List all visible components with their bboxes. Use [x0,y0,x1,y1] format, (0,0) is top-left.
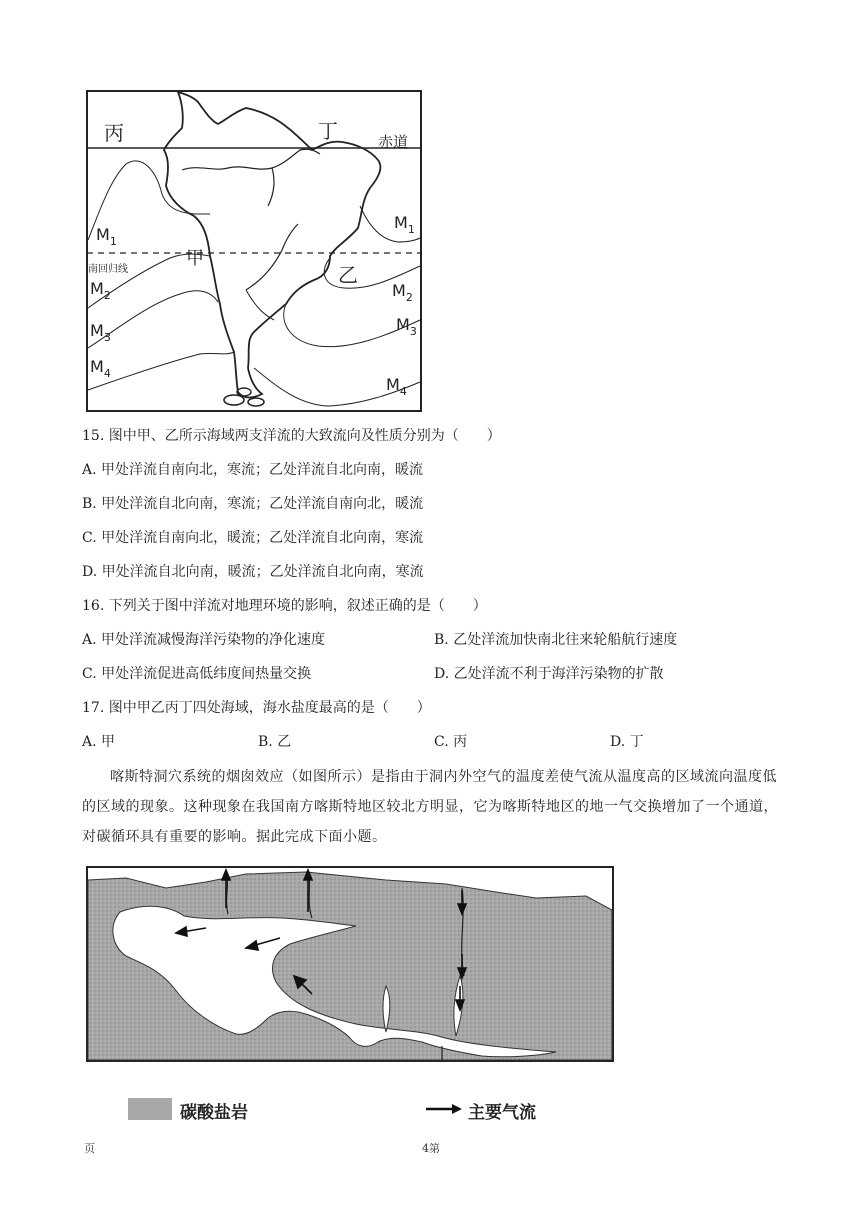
question-15-option-c[interactable]: C. 甲处洋流自南向北，暖流；乙处洋流自北向南，寒流 [82,530,424,546]
south-america-current-map [86,90,422,412]
question-17-option-b[interactable]: B. 乙 [258,734,292,750]
svg-text:M4: $M_4$ [386,375,407,398]
question-15-option-b[interactable]: B. 甲处洋流自北向南，寒流；乙处洋流自南向北，暖流 [82,496,424,512]
label-jia: 甲 [186,248,204,269]
question-16-stem: 16. 下列关于图中洋流对地理环境的影响，叙述正确的是（ ） [82,598,487,614]
isoline-label-left-m3: M [90,321,104,340]
question-17-stem: 17. 图中甲乙丙丁四处海域，海水盐度最高的是（ ） [82,700,431,716]
question-17-option-a[interactable]: A. 甲 [82,734,116,750]
label-bing: 丙 [104,121,124,145]
question-15-stem: 15. 图中甲、乙所示海域两支洋流的大致流向及性质分别为（ ） [82,428,501,444]
label-ding: 丁 [318,119,338,143]
question-16-option-d[interactable]: D. 乙处洋流不利于海洋污染物的扩散 [434,666,664,682]
question-17-option-c[interactable]: C. 丙 [434,734,468,750]
footer-page-number: 4第 [422,1142,440,1155]
isoline-label-left-m1: M [96,225,110,244]
question-16-option-c[interactable]: C. 甲处洋流促进高低纬度间热量交换 [82,666,312,682]
isoline-label-right-m4: M [386,375,400,394]
question-15-option-d[interactable]: D. 甲处洋流自北向南，暖流；乙处洋流自北向南，寒流 [82,564,424,580]
label-yi: 乙 [338,263,358,287]
svg-text:M4: $M_4$ [90,357,111,380]
isoline-label-right-m1: M [394,213,408,232]
legend-rock-swatch [128,1098,172,1120]
svg-text:M1: $M_1$ [394,213,415,236]
passage-text: 喀斯特洞穴系统的烟囱效应（如图所示）是指由于洞内外空气的温度差使气流从温度高的区域流向温度低的区域的现象。这种现象在我国南方喀斯特地区较北方明显，它为喀斯特地区的地一气交换增加了一个通道，对碳循环具有重要的影响。据此完成下面小题。 [82,769,778,845]
legend-rock-label: 碳酸盐岩 [180,1103,248,1123]
svg-text:M3: $M_3$ [90,321,111,344]
question-17-option-d[interactable]: D. 丁 [610,734,644,750]
question-16-option-a[interactable]: A. 甲处洋流减慢海洋污染物的净化速度 [82,632,326,648]
map-frame [87,91,421,411]
isoline-label-right-m2: M [392,281,406,300]
isoline-label-right-m3: M [396,315,410,334]
svg-text:M2: $M_2$ [392,281,413,304]
label-tropic: 南回归线 [88,264,128,275]
svg-text:M2: $M_2$ [90,279,111,302]
footer-left: 页 [84,1142,95,1155]
isoline-label-left-m2: M [90,279,104,298]
svg-text:M1: $M_1$ [96,225,117,248]
label-equator: 赤道 [378,133,409,151]
isoline-label-left-m4: M [90,357,104,376]
karst-cave-diagram [86,866,614,1092]
question-16-option-b[interactable]: B. 乙处洋流加快南北往来轮船航行速度 [434,632,678,648]
svg-text:M3: $M_3$ [396,315,417,338]
legend-flow-arrow-icon [424,1102,464,1116]
question-15-option-a[interactable]: A. 甲处洋流自南向北，寒流；乙处洋流自北向南，暖流 [82,462,424,478]
legend-flow-label: 主要气流 [468,1103,536,1123]
